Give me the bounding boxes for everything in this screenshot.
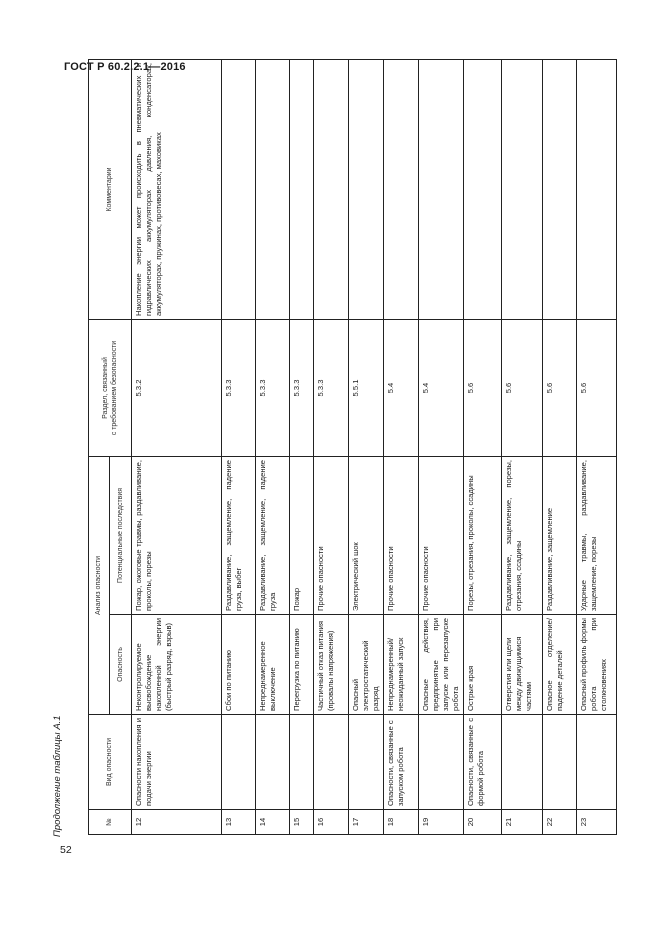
- hazard-type-cell: [502, 715, 543, 810]
- consequences-cell: Раздавливание, защемление: [543, 457, 577, 615]
- comments-cell: [577, 60, 617, 320]
- hazard-table: [88, 59, 617, 835]
- hazard-cell: Острые края: [464, 615, 502, 715]
- comments-cell: [502, 60, 543, 320]
- consequences-cell: Прочие опасности: [314, 457, 349, 615]
- comments-cell: [464, 60, 502, 320]
- row-number: 15: [290, 810, 314, 835]
- hazard-type-cell: Опасности, связанные с формой робота: [464, 715, 502, 810]
- table-row: [464, 60, 502, 835]
- header-section: [89, 320, 132, 457]
- consequences-cell: Прочие опасности: [384, 457, 419, 615]
- header-consequences: Потенциальные последствия: [110, 457, 132, 615]
- comments-cell: [314, 60, 349, 320]
- hazard-cell: Опасный электростатический разряд: [349, 615, 384, 715]
- consequences-cell: Электрический шок: [349, 457, 384, 615]
- section-cell: 5.6: [577, 320, 617, 457]
- table-row: [256, 60, 290, 835]
- table-row: [314, 60, 349, 835]
- hazard-cell: Перегрузка по питанию: [290, 615, 314, 715]
- hazard-type-cell: Опасности накопления и подачи энергии: [132, 715, 222, 810]
- consequences-cell: Прочие опасности: [419, 457, 464, 615]
- hazard-cell: Опасные действия, предпринятые при запуске или перезапуске робота: [419, 615, 464, 715]
- hazard-type-cell: [222, 715, 256, 810]
- table-row: [577, 60, 617, 835]
- table-row: [384, 60, 419, 835]
- consequences-cell: Раздавливание, защемление, порезы, отрезания, ссадины: [502, 457, 543, 615]
- row-number: 22: [543, 810, 577, 835]
- row-number: 16: [314, 810, 349, 835]
- section-cell: 5.6: [502, 320, 543, 457]
- hazard-cell: Отверстия или щели между движущимися частями: [502, 615, 543, 715]
- section-cell: 5.3.2: [132, 320, 222, 457]
- comments-cell: [419, 60, 464, 320]
- hazard-cell: Опасное отделение/падение деталей: [543, 615, 577, 715]
- consequences-cell: Ударные травмы, раздавливание, защемление, порезы: [577, 457, 617, 615]
- consequences-cell: Пожар, ожоговые травмы, раздавливание, проколы, порезы: [132, 457, 222, 615]
- consequences-cell: Раздавливание, защемление, падение груза: [256, 457, 290, 615]
- comments-cell: [222, 60, 256, 320]
- hazard-cell: Непреднамеренный/неожиданный запуск: [384, 615, 419, 715]
- document-title: ГОСТ Р 60.2.2.1—2016: [64, 61, 186, 73]
- comments-cell: [256, 60, 290, 320]
- row-number: 18: [384, 810, 419, 835]
- hazard-type-cell: [349, 715, 384, 810]
- comments-cell: [384, 60, 419, 320]
- table-row: [502, 60, 543, 835]
- consequences-cell: Порезы, отрезания, проколы, ссадины: [464, 457, 502, 615]
- hazard-cell: Частичный отказ питания (провалы напряжения): [314, 615, 349, 715]
- hazard-cell: Сбои по питанию: [222, 615, 256, 715]
- section-cell: 5.5.1: [349, 320, 384, 457]
- comments-cell: [349, 60, 384, 320]
- comments-cell: Накопление энергии может происходить в пневматических и гидравлических аккумуляторах давления, конденсаторах, аккумуляторах, пружинах, противовесах, маховиках: [132, 60, 222, 320]
- consequences-cell: Раздавливание, защемление, падение груза, выбег: [222, 457, 256, 615]
- section-cell: 5.3.3: [314, 320, 349, 457]
- table-row: [543, 60, 577, 835]
- hazard-cell: Неконтролируемое высвобождение накопленной энергии (быстрый разряд, взрыв): [132, 615, 222, 715]
- table-caption: Продолжение таблицы А.1: [52, 715, 63, 837]
- hazard-type-cell: [577, 715, 617, 810]
- header-section-line1: Раздел, связанный: [101, 357, 109, 419]
- hazard-type-cell: [290, 715, 314, 810]
- section-cell: 5.3.3: [256, 320, 290, 457]
- row-number: 23: [577, 810, 617, 835]
- table-row: [132, 60, 222, 835]
- header-hazard: Опасность: [110, 615, 132, 715]
- hazard-type-cell: [314, 715, 349, 810]
- hazard-type-cell: [419, 715, 464, 810]
- hazard-type-cell: Опасности, связанные с запуском робота: [384, 715, 419, 810]
- row-number: 21: [502, 810, 543, 835]
- row-number: 17: [349, 810, 384, 835]
- rotated-table-page: [52, 60, 609, 837]
- header-comments: Комментарии: [89, 60, 132, 320]
- row-number: 20: [464, 810, 502, 835]
- table-row: [349, 60, 384, 835]
- section-cell: 5.4: [419, 320, 464, 457]
- consequences-cell: Пожар: [290, 457, 314, 615]
- hazard-type-cell: [543, 715, 577, 810]
- hazard-cell: Опасный профиль формы робота при столкновениях: [577, 615, 617, 715]
- section-cell: 5.3.3: [222, 320, 256, 457]
- header-num: №: [89, 810, 132, 835]
- row-number: 13: [222, 810, 256, 835]
- hazard-type-cell: [256, 715, 290, 810]
- header-hazard-type: Вид опасности: [89, 715, 132, 810]
- section-cell: 5.3.3: [290, 320, 314, 457]
- table-row: [222, 60, 256, 835]
- row-number: 12: [132, 810, 222, 835]
- section-cell: 5.6: [464, 320, 502, 457]
- row-number: 19: [419, 810, 464, 835]
- comments-cell: [290, 60, 314, 320]
- hazard-cell: Непреднамеренное выключение: [256, 615, 290, 715]
- header-section-line2: с требованием безопасности: [111, 340, 118, 436]
- section-cell: 5.4: [384, 320, 419, 457]
- page-number: 52: [60, 844, 72, 856]
- header-analysis: Анализ опасности: [89, 457, 110, 715]
- comments-cell: [543, 60, 577, 320]
- table-row: [290, 60, 314, 835]
- row-number: 14: [256, 810, 290, 835]
- section-cell: 5.6: [543, 320, 577, 457]
- table-row: [419, 60, 464, 835]
